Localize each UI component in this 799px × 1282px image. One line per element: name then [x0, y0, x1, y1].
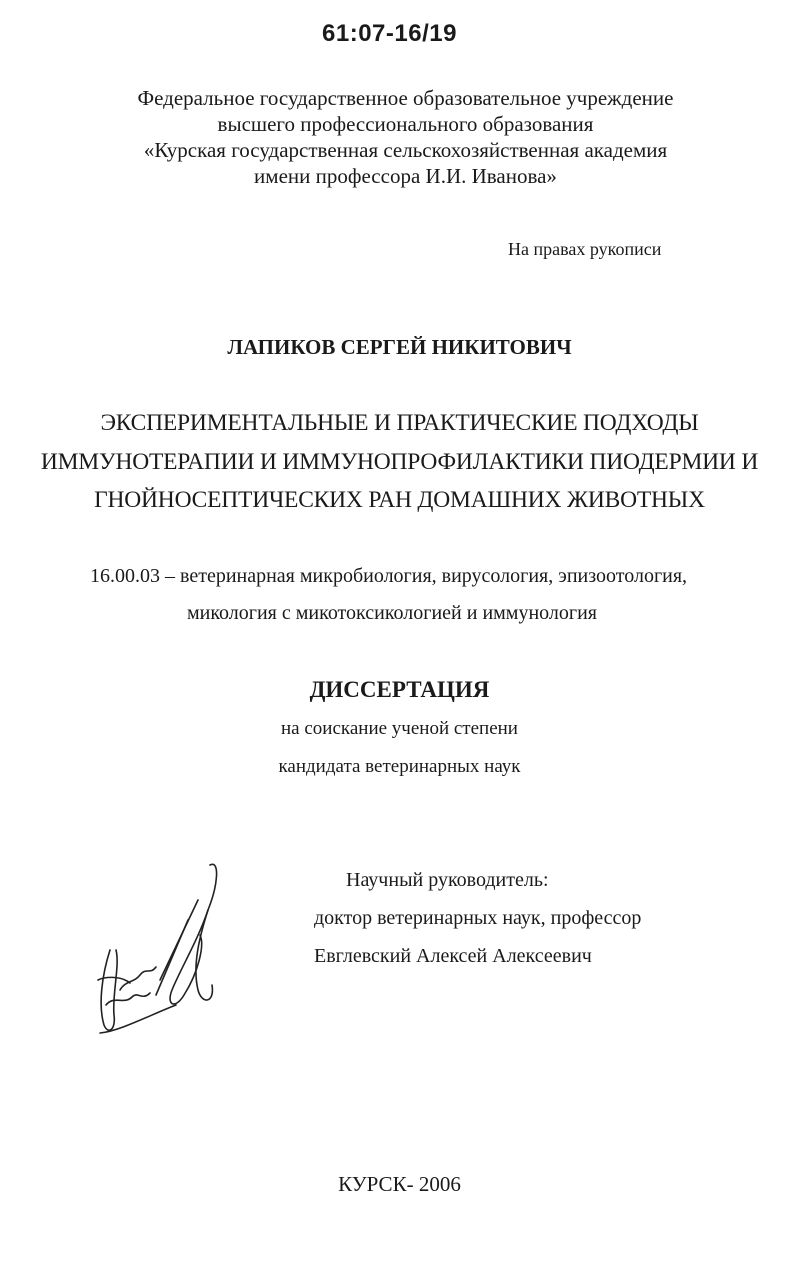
degree-line: кандидата ветеринарных наук — [278, 756, 521, 777]
supervisor-name: Евглевский Алексей Алексеевич — [314, 945, 592, 967]
signature-icon — [80, 855, 230, 1040]
title-line: ИММУНОТЕРАПИИ И ИММУНОПРОФИЛАКТИКИ ПИОДЕРМИИ И — [40, 449, 759, 475]
institution-line: «Курская государственная сельскохозяйственная академия — [143, 138, 668, 162]
city-year: КУРСК- 2006 — [338, 1172, 461, 1196]
institution-line: Федеральное государственное образовательное учреждение — [137, 86, 674, 110]
institution-line: высшего профессионального образования — [217, 112, 594, 136]
rights-note: На правах рукописи — [508, 239, 662, 259]
degree-line: на соискание ученой степени — [281, 718, 518, 739]
document-type: ДИССЕРТАЦИЯ — [309, 677, 490, 702]
supervisor-label: Научный руководитель: — [346, 869, 549, 891]
author-name: ЛАПИКОВ СЕРГЕЙ НИКИТОВИЧ — [227, 335, 572, 359]
specialty-line: 16.00.03 – ветеринарная микробиология, вирусология, эпизоотология, — [90, 565, 688, 587]
archive-code: 61:07-16/19 — [322, 20, 457, 47]
specialty-line: микология с микотоксикологией и иммунология — [187, 602, 597, 624]
title-line: ЭКСПЕРИМЕНТАЛЬНЫЕ И ПРАКТИЧЕСКИЕ ПОДХОДЫ — [100, 410, 699, 436]
supervisor-credentials: доктор ветеринарных наук, профессор — [314, 907, 642, 929]
title-line: ГНОЙНОСЕПТИЧЕСКИХ РАН ДОМАШНИХ ЖИВОТНЫХ — [94, 487, 705, 513]
institution-line: имени профессора И.И. Иванова» — [254, 164, 557, 188]
